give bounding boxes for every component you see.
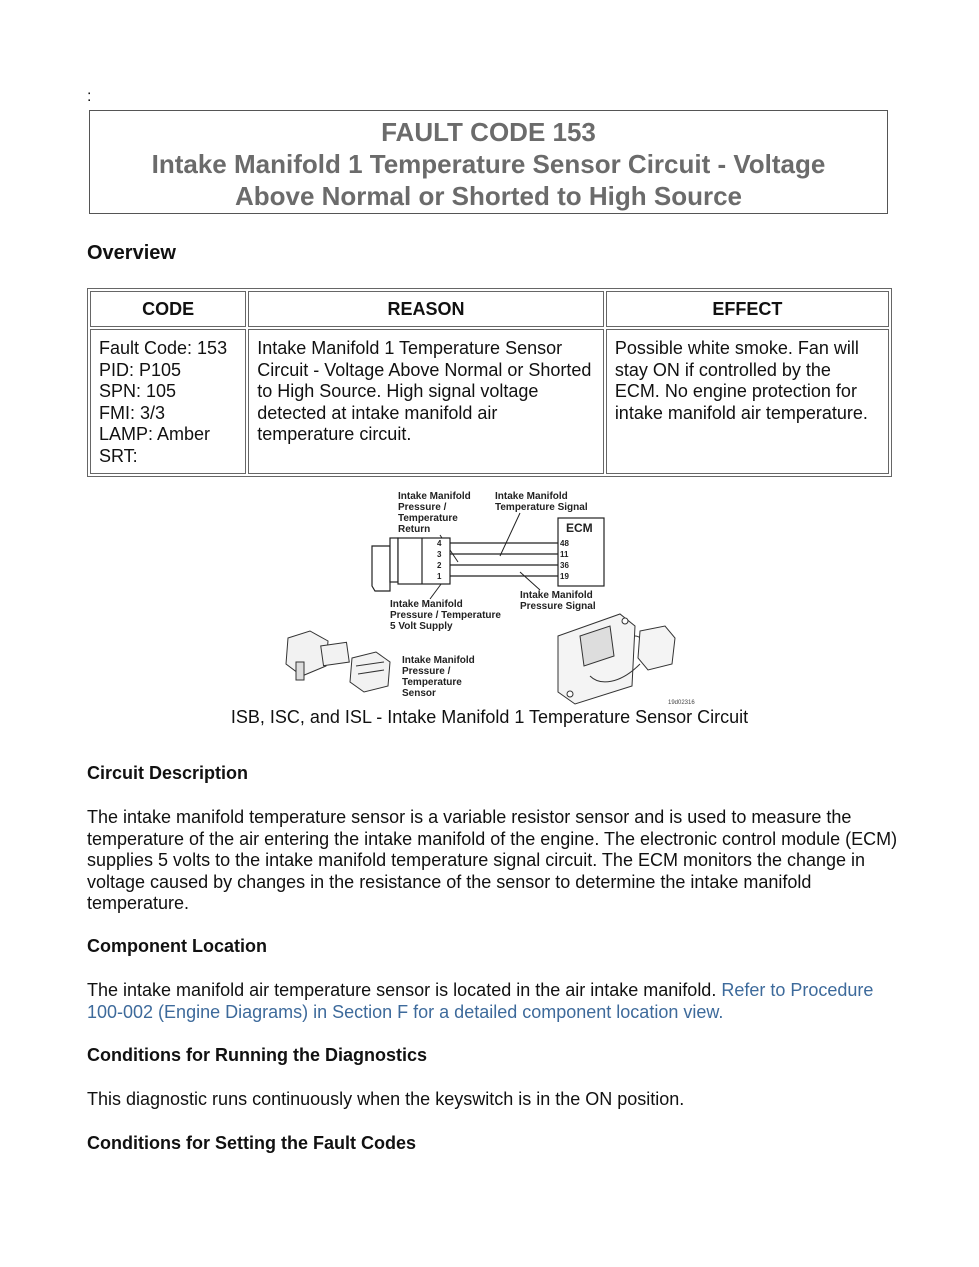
circuit-description-heading: Circuit Description (87, 763, 249, 783)
label-sensor-3: Temperature (402, 677, 462, 688)
code-line-srt: SRT: (99, 445, 138, 466)
label-sensor-1: Intake Manifold (402, 655, 475, 666)
pin-ecm-36: 36 (560, 561, 569, 570)
label-return-4: Return (398, 524, 431, 535)
pin-ecm-11: 11 (560, 550, 569, 559)
fault-code-title: FAULT CODE 153 (381, 117, 596, 147)
label-supply-2: Pressure / Temperature (390, 610, 501, 621)
pin-left-4: 4 (437, 539, 442, 548)
circuit-diagram (280, 486, 700, 708)
ecm-module-icon (558, 614, 675, 704)
label-pressig-1: Intake Manifold (520, 590, 593, 601)
label-return-2: Pressure / (398, 502, 447, 513)
fault-title-box (89, 110, 888, 214)
circuit-description-text: The intake manifold temperature sensor is a variable resistor sensor and is used to measure the temperature of the air entering the intake manifold of the engine. The electronic control module (ECM) supplies 5 volts to the intake manifold temperature signal circuit. The ECM monitors the change in voltage caused by changes in the resistance of the sensor to determine the intake manifold temperature. (87, 807, 898, 914)
ecm-label: ECM (566, 521, 593, 535)
running-conditions-heading: Conditions for Running the Diagnostics (87, 1045, 427, 1065)
fault-description-line2: Above Normal or Shorted to High Source (234, 181, 743, 211)
component-location-text: The intake manifold air temperature sensor is located in the air intake manifold. (87, 980, 722, 1000)
label-tempsig-2: Temperature Signal (495, 502, 588, 513)
code-line-fmi: FMI: 3/3 (99, 402, 166, 423)
code-line-fault: Fault Code: 153 (99, 338, 228, 358)
header-effect: EFFECT (606, 291, 889, 327)
pin-left-3: 3 (437, 550, 442, 559)
diagram-ref: 19d02316 (668, 700, 695, 706)
cell-effect: Possible white smoke. Fan will stay ON if controlled by the ECM. No engine protection for intake manifold air temperature. (606, 329, 889, 474)
component-location-paragraph (87, 980, 902, 1023)
label-pressig-2: Pressure Signal (520, 601, 596, 612)
table-header-row (90, 291, 889, 327)
label-return-1: Intake Manifold (398, 491, 471, 502)
pin-ecm-19: 19 (560, 572, 569, 581)
cell-reason: Intake Manifold 1 Temperature Sensor Circuit - Voltage Above Normal or Shorted to High Source. High signal voltage detected at intake manifold air temperature circuit. (248, 329, 604, 474)
running-conditions-text: This diagnostic runs continuously when the keyswitch is in the ON position. (87, 1089, 685, 1109)
setting-conditions-heading: Conditions for Setting the Fault Codes (87, 1133, 416, 1153)
diagram-caption: ISB, ISC, and ISL - Intake Manifold 1 Temperature Sensor Circuit (230, 707, 749, 727)
fault-description-line1: Intake Manifold 1 Temperature Sensor Circuit - Voltage (151, 149, 826, 179)
pin-left-1: 1 (437, 572, 442, 581)
code-line-pid: PID: P105 (99, 359, 182, 380)
code-line-spn: SPN: 105 (99, 381, 177, 401)
cell-code (90, 329, 246, 474)
fault-table (87, 288, 892, 477)
pin-left-2: 2 (437, 561, 442, 570)
component-location-heading: Component Location (87, 936, 267, 956)
label-sensor-2: Pressure / (402, 666, 451, 677)
code-line-lamp: LAMP: Amber (99, 424, 211, 444)
label-sensor-4: Sensor (402, 688, 436, 699)
label-supply-1: Intake Manifold (390, 599, 463, 610)
overview-heading: Overview (87, 242, 176, 264)
label-return-3: Temperature (398, 513, 458, 524)
pin-ecm-48: 48 (560, 539, 569, 548)
page-colon: : (87, 88, 92, 105)
label-supply-3: 5 Volt Supply (390, 621, 453, 632)
sensor-icon (286, 631, 390, 692)
table-row (90, 329, 889, 474)
procedure-link[interactable]: Refer to Procedure 100-002 (Engine Diagrams) in Section F for a detailed component location view. (87, 980, 874, 1022)
label-tempsig-1: Intake Manifold (495, 491, 568, 502)
header-reason: REASON (248, 291, 604, 327)
header-code: CODE (90, 291, 246, 327)
